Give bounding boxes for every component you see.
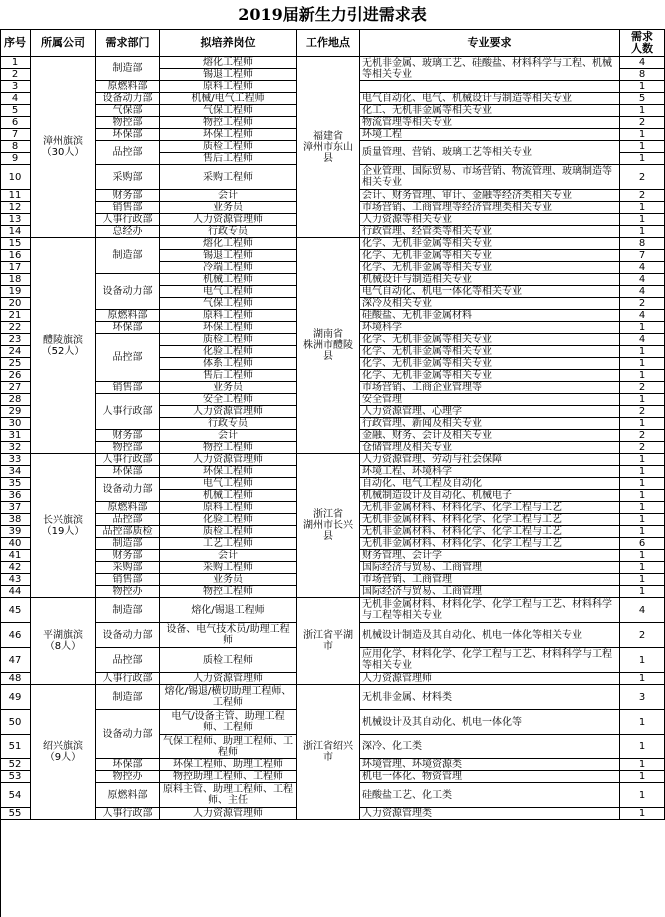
position-cell: 气保工程师 <box>160 298 297 310</box>
row-number: 47 <box>0 648 31 673</box>
company-cell: 绍兴旗滨 （9人） <box>31 685 96 820</box>
major-cell: 无机非金属材料、材料化学、化学工程与工艺 <box>360 526 620 538</box>
major-cell: 人力资源管理师 <box>360 673 620 685</box>
major-cell: 环境工程、环境科学 <box>360 466 620 478</box>
position-cell: 人力资源管理师 <box>160 406 297 418</box>
position-cell: 物控工程师 <box>160 442 297 454</box>
count-cell: 5 <box>620 93 665 105</box>
department-cell: 原燃料部 <box>96 310 160 322</box>
department-cell: 人事行政部 <box>96 808 160 820</box>
position-cell: 业务员 <box>160 202 297 214</box>
count-cell: 6 <box>620 538 665 550</box>
major-cell: 机电一体化、物资管理 <box>360 771 620 783</box>
count-cell: 1 <box>620 550 665 562</box>
count-cell: 1 <box>620 808 665 820</box>
major-cell: 物流管理等相关专业 <box>360 117 620 129</box>
major-cell: 电气自动化、机电一体化等相关专业 <box>360 286 620 298</box>
row-number: 49 <box>0 685 31 710</box>
major-cell: 国际经济与贸易、工商管理 <box>360 562 620 574</box>
department-cell: 环保部 <box>96 129 160 141</box>
position-cell: 原料工程师 <box>160 310 297 322</box>
position-cell: 物控工程师 <box>160 117 297 129</box>
department-cell: 物控办 <box>96 586 160 598</box>
department-cell: 制造部 <box>96 538 160 550</box>
row-number: 54 <box>0 783 31 808</box>
row-number: 32 <box>0 442 31 454</box>
department-cell: 环保部 <box>96 466 160 478</box>
recruitment-table <box>0 29 665 917</box>
row-number: 48 <box>0 673 31 685</box>
count-cell: 2 <box>620 442 665 454</box>
position-cell: 采购工程师 <box>160 562 297 574</box>
row-number: 42 <box>0 562 31 574</box>
position-cell: 环保工程师、助理工程师 <box>160 759 297 771</box>
row-number: 28 <box>0 394 31 406</box>
row-number: 40 <box>0 538 31 550</box>
row-number: 53 <box>0 771 31 783</box>
location-cell: 浙江省绍兴市 <box>297 685 360 820</box>
row-number: 19 <box>0 286 31 298</box>
department-cell: 销售部 <box>96 574 160 586</box>
row-number: 11 <box>0 190 31 202</box>
row-number: 41 <box>0 550 31 562</box>
position-cell: 人力资源管理师 <box>160 454 297 466</box>
row-number: 45 <box>0 598 31 623</box>
major-cell: 无机非金属、材料类 <box>360 685 620 710</box>
position-cell: 人力资源管理师 <box>160 808 297 820</box>
major-cell: 市场营销、工商管理等经济管理类相关专业 <box>360 202 620 214</box>
position-cell: 设备、电气技术员/助理工程师 <box>160 623 297 648</box>
position-cell: 电气工程师 <box>160 286 297 298</box>
row-number: 6 <box>0 117 31 129</box>
position-cell: 锡退工程师 <box>160 69 297 81</box>
department-cell: 品控部质检 <box>96 526 160 538</box>
row-number: 24 <box>0 346 31 358</box>
header-count: 需求 人数 <box>620 29 665 57</box>
position-cell: 会计 <box>160 430 297 442</box>
major-cell: 化学、无机非金属等相关专业 <box>360 262 620 274</box>
major-cell: 人力资源等相关专业 <box>360 214 620 226</box>
row-number: 23 <box>0 334 31 346</box>
count-cell: 1 <box>620 153 665 165</box>
row-number: 14 <box>0 226 31 238</box>
position-cell: 体系工程师 <box>160 358 297 370</box>
row-number: 8 <box>0 141 31 153</box>
location-cell: 福建省 漳州市东山县 <box>297 57 360 238</box>
row-number: 44 <box>0 586 31 598</box>
major-cell: 安全管理 <box>360 394 620 406</box>
count-cell: 3 <box>620 685 665 710</box>
major-cell: 自动化、电气工程及自动化 <box>360 478 620 490</box>
position-cell: 售后工程师 <box>160 153 297 165</box>
row-number: 50 <box>0 710 31 735</box>
row-number: 43 <box>0 574 31 586</box>
count-cell: 4 <box>620 334 665 346</box>
major-cell: 市场营销、工商企业管理等 <box>360 382 620 394</box>
count-cell: 2 <box>620 623 665 648</box>
count-cell: 1 <box>620 502 665 514</box>
major-cell: 机械设计与制造相关专业 <box>360 274 620 286</box>
position-cell: 机械/电气工程师 <box>160 93 297 105</box>
department-cell: 原燃料部 <box>96 783 160 808</box>
position-cell: 化验工程师 <box>160 514 297 526</box>
major-cell: 行政管理、新闻及相关专业 <box>360 418 620 430</box>
row-number: 36 <box>0 490 31 502</box>
major-cell: 化学、无机非金属等相关专业 <box>360 238 620 250</box>
count-cell: 1 <box>620 129 665 141</box>
count-cell: 1 <box>620 322 665 334</box>
department-cell: 人事行政部 <box>96 673 160 685</box>
major-cell: 机械设计制造及其自动化、机电一体化等相关专业 <box>360 623 620 648</box>
department-cell: 物控部 <box>96 117 160 129</box>
major-cell: 深冷及相关专业 <box>360 298 620 310</box>
department-cell: 制造部 <box>96 598 160 623</box>
position-cell: 质检工程师 <box>160 526 297 538</box>
major-cell: 人力资源管理、劳动与社会保障 <box>360 454 620 466</box>
count-cell: 1 <box>620 418 665 430</box>
row-number: 9 <box>0 153 31 165</box>
row-number: 38 <box>0 514 31 526</box>
row-number: 30 <box>0 418 31 430</box>
major-cell: 环境工程 <box>360 129 620 141</box>
position-cell: 售后工程师 <box>160 370 297 382</box>
department-cell: 气保部 <box>96 105 160 117</box>
department-cell: 物控部 <box>96 442 160 454</box>
count-cell: 1 <box>620 514 665 526</box>
company-cell: 醴陵旗滨 （52人） <box>31 238 96 454</box>
position-cell: 会计 <box>160 550 297 562</box>
major-cell: 金融、财务、会计及相关专业 <box>360 430 620 442</box>
department-cell: 制造部 <box>96 685 160 710</box>
major-cell: 仓储管理及相关专业 <box>360 442 620 454</box>
department-cell: 销售部 <box>96 382 160 394</box>
position-cell: 电气/设备主管、助理工程师、工程师 <box>160 710 297 735</box>
position-cell: 人力资源管理师 <box>160 214 297 226</box>
department-cell: 财务部 <box>96 190 160 202</box>
position-cell: 熔化工程师 <box>160 57 297 69</box>
position-cell: 质检工程师 <box>160 141 297 153</box>
row-number: 22 <box>0 322 31 334</box>
major-cell: 无机非金属材料、材料化学、化学工程与工艺 <box>360 514 620 526</box>
count-cell: 4 <box>620 274 665 286</box>
department-cell: 总经办 <box>96 226 160 238</box>
location-cell: 浙江省 湖州市长兴县 <box>297 454 360 598</box>
header-company: 所属公司 <box>31 29 96 57</box>
count-cell: 2 <box>620 117 665 129</box>
row-number: 21 <box>0 310 31 322</box>
major-cell: 电气自动化、电气、机械设计与制造等相关专业 <box>360 93 620 105</box>
department-cell: 采购部 <box>96 562 160 574</box>
major-cell: 深冷、化工类 <box>360 735 620 759</box>
position-cell: 原料工程师 <box>160 81 297 93</box>
major-cell: 化学、无机非金属等相关专业 <box>360 346 620 358</box>
row-number: 46 <box>0 623 31 648</box>
department-cell: 品控部 <box>96 141 160 165</box>
position-cell: 机械工程师 <box>160 490 297 502</box>
location-cell: 湖南省 株洲市醴陵县 <box>297 238 360 454</box>
position-cell: 行政专员 <box>160 418 297 430</box>
department-cell: 财务部 <box>96 550 160 562</box>
position-cell: 原料工程师 <box>160 502 297 514</box>
position-cell: 原料主管、助理工程师、工程师、主任 <box>160 783 297 808</box>
row-number: 25 <box>0 358 31 370</box>
count-cell: 4 <box>620 598 665 623</box>
count-cell: 1 <box>620 783 665 808</box>
department-cell: 销售部 <box>96 202 160 214</box>
department-cell: 物控办 <box>96 771 160 783</box>
position-cell: 熔化/锡退工程师 <box>160 598 297 623</box>
position-cell: 气保工程师、助理工程师、工程师 <box>160 735 297 759</box>
position-cell: 物控工程师 <box>160 586 297 598</box>
count-cell: 1 <box>620 759 665 771</box>
major-cell: 会计、财务管理、审计、金融等经济类相关专业 <box>360 190 620 202</box>
department-cell: 设备动力部 <box>96 93 160 105</box>
major-cell: 无机非金属、玻璃工艺、硅酸盐、材料科学与工程、机械等相关专业 <box>360 57 620 81</box>
row-number: 34 <box>0 466 31 478</box>
position-cell: 业务员 <box>160 382 297 394</box>
count-cell: 1 <box>620 673 665 685</box>
count-cell: 1 <box>620 586 665 598</box>
position-cell: 锡退工程师 <box>160 250 297 262</box>
position-cell: 行政专员 <box>160 226 297 238</box>
count-cell: 1 <box>620 526 665 538</box>
count-cell: 1 <box>620 346 665 358</box>
department-cell: 设备动力部 <box>96 623 160 648</box>
row-number: 3 <box>0 81 31 93</box>
department-cell: 制造部 <box>96 57 160 81</box>
row-number: 20 <box>0 298 31 310</box>
row-number: 52 <box>0 759 31 771</box>
company-cell: 长兴旗滨 （19人） <box>31 454 96 598</box>
count-cell: 2 <box>620 430 665 442</box>
position-cell: 电气工程师 <box>160 478 297 490</box>
position-cell: 采购工程师 <box>160 165 297 190</box>
major-cell: 环境管理、环境资源类 <box>360 759 620 771</box>
count-cell: 2 <box>620 190 665 202</box>
row-number: 31 <box>0 430 31 442</box>
count-cell: 1 <box>620 574 665 586</box>
major-cell: 人力资源管理、心理学 <box>360 406 620 418</box>
count-cell: 8 <box>620 238 665 250</box>
header-location: 工作地点 <box>297 29 360 57</box>
row-number: 17 <box>0 262 31 274</box>
page-title: 2019届新生力引进需求表 <box>238 5 427 24</box>
department-cell: 品控部 <box>96 334 160 382</box>
major-cell: 化学、无机非金属等相关专业 <box>360 250 620 262</box>
position-cell: 质检工程师 <box>160 648 297 673</box>
department-cell: 品控部 <box>96 648 160 673</box>
department-cell: 原燃料部 <box>96 502 160 514</box>
count-cell: 2 <box>620 165 665 190</box>
count-cell: 2 <box>620 406 665 418</box>
count-cell: 1 <box>620 466 665 478</box>
department-cell: 财务部 <box>96 430 160 442</box>
count-cell: 1 <box>620 141 665 153</box>
count-cell: 1 <box>620 105 665 117</box>
department-cell: 采购部 <box>96 165 160 190</box>
count-cell: 1 <box>620 214 665 226</box>
count-cell: 4 <box>620 310 665 322</box>
row-number: 55 <box>0 808 31 820</box>
major-cell: 化工、无机非金属等相关专业 <box>360 105 620 117</box>
position-cell: 熔化工程师 <box>160 238 297 250</box>
count-cell: 2 <box>620 382 665 394</box>
count-cell: 1 <box>620 478 665 490</box>
department-cell: 环保部 <box>96 759 160 771</box>
major-cell: 无机非金属材料、材料化学、化学工程与工艺 <box>360 502 620 514</box>
major-cell: 化学、无机非金属等相关专业 <box>360 334 620 346</box>
row-number: 4 <box>0 93 31 105</box>
department-cell: 制造部 <box>96 238 160 274</box>
count-cell: 1 <box>620 81 665 93</box>
major-cell: 市场营销、工商管理 <box>360 574 620 586</box>
count-cell: 1 <box>620 771 665 783</box>
department-cell: 设备动力部 <box>96 478 160 502</box>
position-cell: 人力资源管理师 <box>160 673 297 685</box>
row-number: 27 <box>0 382 31 394</box>
row-number: 2 <box>0 69 31 81</box>
major-cell: 国际经济与贸易、工商管理 <box>360 586 620 598</box>
company-cell: 平湖旗滨 （8人） <box>31 598 96 685</box>
major-cell: 硅酸盐工艺、化工类 <box>360 783 620 808</box>
row-number: 16 <box>0 250 31 262</box>
count-cell: 1 <box>620 562 665 574</box>
header-department: 需求部门 <box>96 29 160 57</box>
major-cell: 环境科学 <box>360 322 620 334</box>
row-number: 12 <box>0 202 31 214</box>
row-number: 29 <box>0 406 31 418</box>
row-number: 7 <box>0 129 31 141</box>
major-cell: 无机非金属材料、材料化学、化学工程与工艺、材料科学与工程等相关专业 <box>360 598 620 623</box>
position-cell: 环保工程师 <box>160 322 297 334</box>
major-cell <box>360 81 620 93</box>
row-number: 37 <box>0 502 31 514</box>
row-number: 26 <box>0 370 31 382</box>
position-cell: 物控助理工程师、工程师 <box>160 771 297 783</box>
department-cell: 人事行政部 <box>96 454 160 466</box>
count-cell: 1 <box>620 735 665 759</box>
major-cell: 化学、无机非金属等相关专业 <box>360 358 620 370</box>
header-major: 专业要求 <box>360 29 620 57</box>
position-cell: 环保工程师 <box>160 129 297 141</box>
count-cell: 4 <box>620 286 665 298</box>
department-cell: 设备动力部 <box>96 710 160 759</box>
major-cell: 行政管理、经管类等相关专业 <box>360 226 620 238</box>
count-cell: 8 <box>620 69 665 81</box>
position-cell: 业务员 <box>160 574 297 586</box>
major-cell: 人力资源管理类 <box>360 808 620 820</box>
row-number: 15 <box>0 238 31 250</box>
count-cell: 1 <box>620 394 665 406</box>
count-cell: 4 <box>620 57 665 69</box>
department-cell: 设备动力部 <box>96 274 160 310</box>
count-cell: 1 <box>620 226 665 238</box>
major-cell: 质量管理、营销、玻璃工艺等相关专业 <box>360 141 620 165</box>
major-cell: 应用化学、材料化学、化学工程与工艺、材料科学与工程等相关专业 <box>360 648 620 673</box>
position-cell: 气保工程师 <box>160 105 297 117</box>
count-cell: 1 <box>620 358 665 370</box>
major-cell: 机械设计及其自动化、机电一体化等 <box>360 710 620 735</box>
row-number: 35 <box>0 478 31 490</box>
row-number: 1 <box>0 57 31 69</box>
company-cell: 漳州旗滨 （30人） <box>31 57 96 238</box>
major-cell: 企业管理、国际贸易、市场营销、物流管理、玻璃制造等相关专业 <box>360 165 620 190</box>
count-cell: 2 <box>620 298 665 310</box>
department-cell: 品控部 <box>96 514 160 526</box>
header-no: 序号 <box>0 29 31 57</box>
position-cell: 熔化/锡退/横切助理工程师、工程师 <box>160 685 297 710</box>
position-cell: 工艺工程师 <box>160 538 297 550</box>
position-cell: 安全工程师 <box>160 394 297 406</box>
major-cell: 化学、无机非金属等相关专业 <box>360 370 620 382</box>
row-number: 10 <box>0 165 31 190</box>
major-cell: 硅酸盐、无机非金属材料 <box>360 310 620 322</box>
row-number: 33 <box>0 454 31 466</box>
count-cell: 1 <box>620 648 665 673</box>
count-cell: 4 <box>620 262 665 274</box>
count-cell: 1 <box>620 370 665 382</box>
department-cell: 环保部 <box>96 322 160 334</box>
major-cell: 财务管理、会计学 <box>360 550 620 562</box>
count-cell: 7 <box>620 250 665 262</box>
row-number: 5 <box>0 105 31 117</box>
department-cell: 人事行政部 <box>96 214 160 226</box>
count-cell: 1 <box>620 202 665 214</box>
department-cell: 人事行政部 <box>96 394 160 430</box>
position-cell: 环保工程师 <box>160 466 297 478</box>
header-position: 拟培养岗位 <box>160 29 297 57</box>
position-cell: 机械工程师 <box>160 274 297 286</box>
count-cell: 1 <box>620 710 665 735</box>
department-cell: 原燃料部 <box>96 81 160 93</box>
count-cell: 1 <box>620 454 665 466</box>
position-cell: 化验工程师 <box>160 346 297 358</box>
location-cell: 浙江省平湖市 <box>297 598 360 685</box>
position-cell: 质检工程师 <box>160 334 297 346</box>
row-number: 51 <box>0 735 31 759</box>
position-cell: 冷端工程师 <box>160 262 297 274</box>
count-cell: 1 <box>620 490 665 502</box>
row-number: 18 <box>0 274 31 286</box>
major-cell: 无机非金属材料、材料化学、化学工程与工艺 <box>360 538 620 550</box>
major-cell: 机械制造设计及自动化、机械电子 <box>360 490 620 502</box>
row-number: 13 <box>0 214 31 226</box>
row-number: 39 <box>0 526 31 538</box>
position-cell: 会计 <box>160 190 297 202</box>
